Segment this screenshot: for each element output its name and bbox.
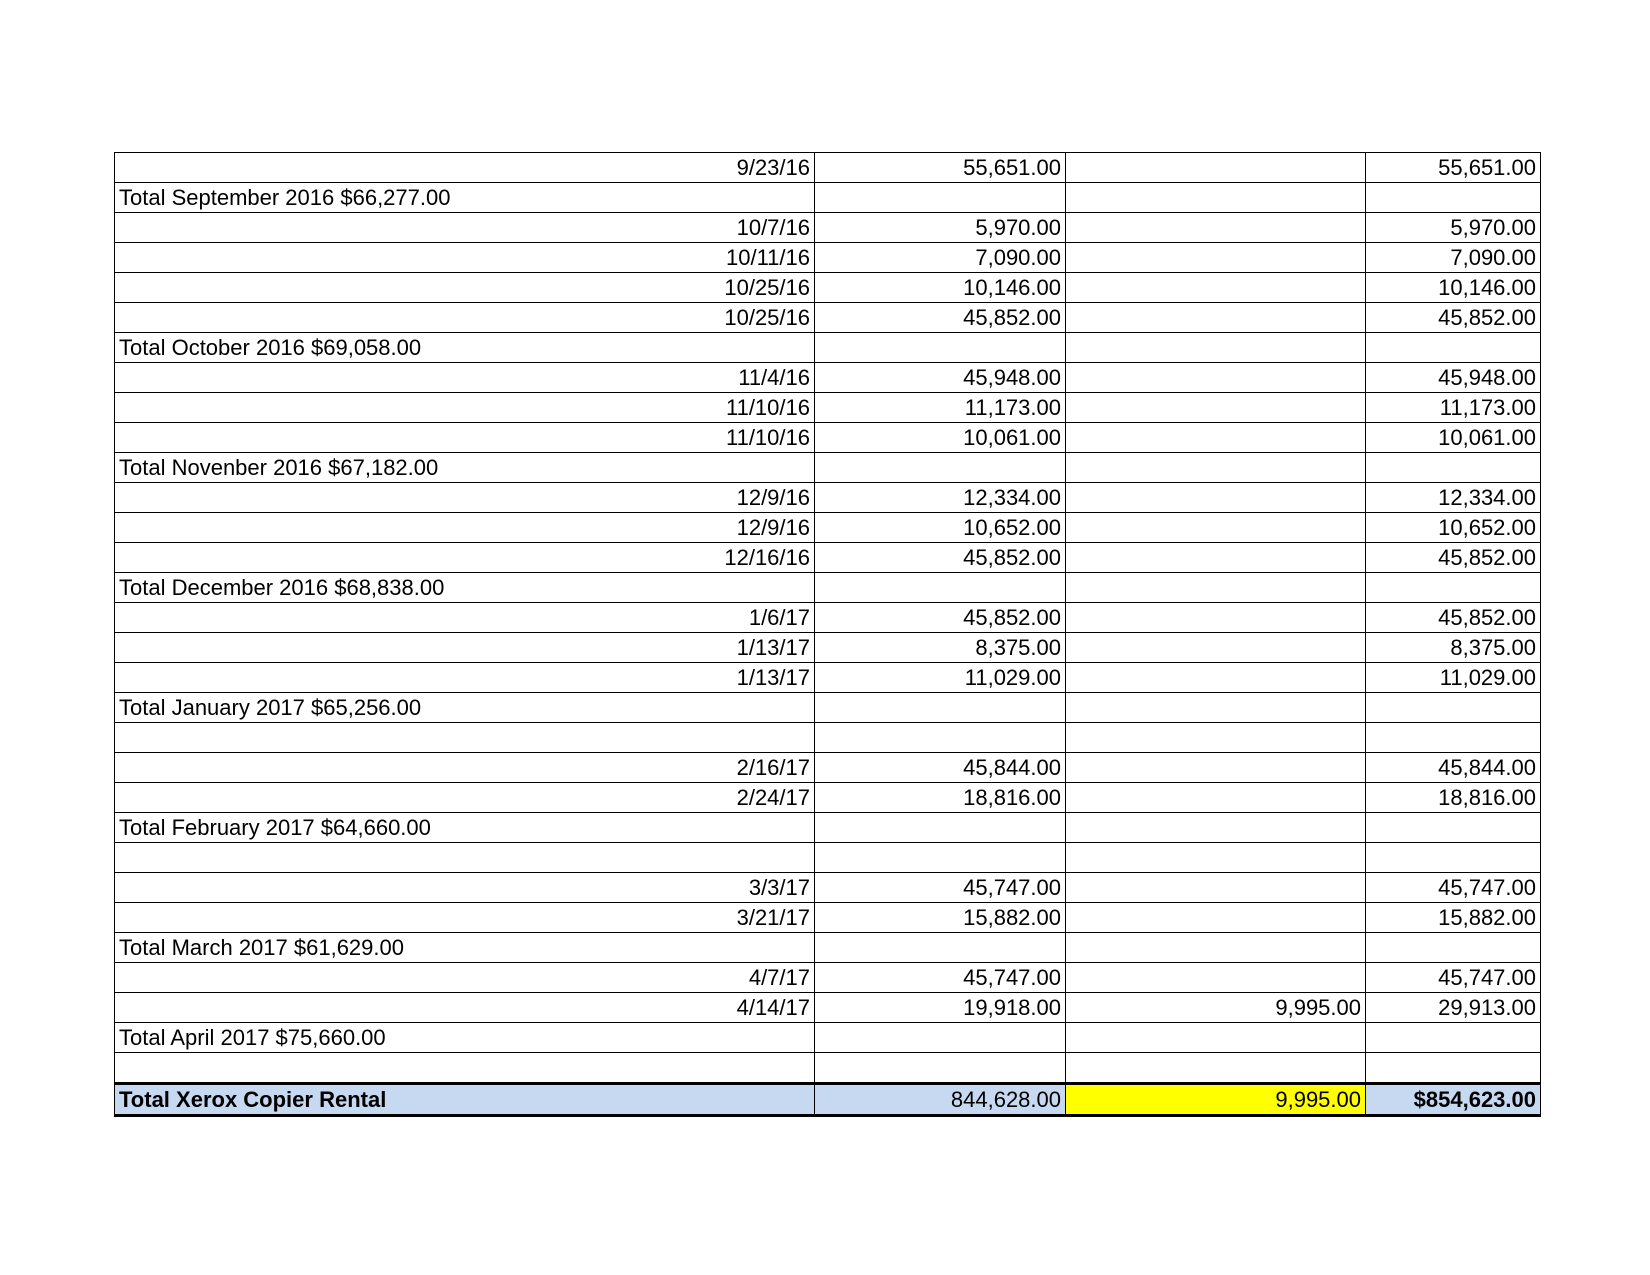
table-row [115, 633, 1541, 663]
amount-cell: 55,651.00 [815, 153, 1066, 183]
credit-cell [1066, 873, 1366, 903]
table-row [115, 273, 1541, 303]
table-row [115, 213, 1541, 243]
date-cell: 3/21/17 [115, 903, 815, 933]
grand-total-credit: 9,995.00 [1066, 1084, 1366, 1116]
empty-cell [115, 843, 815, 873]
date-cell: 12/16/16 [115, 543, 815, 573]
date-cell: 11/10/16 [115, 423, 815, 453]
monthly-total-row [115, 933, 1541, 963]
copier-rental-table [114, 152, 1541, 1117]
empty-cell [1066, 723, 1366, 753]
empty-cell [815, 933, 1066, 963]
empty-cell [1366, 1053, 1541, 1084]
credit-cell [1066, 903, 1366, 933]
table-row [115, 753, 1541, 783]
total-cell: 10,146.00 [1366, 273, 1541, 303]
date-cell: 10/11/16 [115, 243, 815, 273]
amount-cell: 45,844.00 [815, 753, 1066, 783]
empty-cell [1066, 693, 1366, 723]
table-row [115, 963, 1541, 993]
grand-total-amount: 844,628.00 [815, 1084, 1066, 1116]
empty-cell [815, 813, 1066, 843]
amount-cell: 45,852.00 [815, 303, 1066, 333]
total-cell: 45,852.00 [1366, 603, 1541, 633]
amount-cell: 12,334.00 [815, 483, 1066, 513]
empty-cell [1066, 933, 1366, 963]
total-cell: 11,173.00 [1366, 393, 1541, 423]
monthly-total-row [115, 813, 1541, 843]
date-cell: 12/9/16 [115, 483, 815, 513]
amount-cell: 7,090.00 [815, 243, 1066, 273]
empty-cell [1366, 453, 1541, 483]
credit-cell [1066, 483, 1366, 513]
date-cell: 4/14/17 [115, 993, 815, 1023]
amount-cell: 11,173.00 [815, 393, 1066, 423]
total-cell: 55,651.00 [1366, 153, 1541, 183]
empty-cell [1366, 843, 1541, 873]
empty-cell [815, 333, 1066, 363]
table-row [115, 513, 1541, 543]
amount-cell: 45,747.00 [815, 873, 1066, 903]
total-cell: 10,652.00 [1366, 513, 1541, 543]
monthly-total-label: Total January 2017 $65,256.00 [115, 693, 815, 723]
empty-cell [1066, 1053, 1366, 1084]
date-cell: 3/3/17 [115, 873, 815, 903]
table-row [115, 153, 1541, 183]
credit-cell [1066, 753, 1366, 783]
total-cell: 45,852.00 [1366, 303, 1541, 333]
amount-cell: 45,852.00 [815, 603, 1066, 633]
monthly-total-row [115, 693, 1541, 723]
empty-cell [815, 1053, 1066, 1084]
monthly-total-row [115, 1023, 1541, 1053]
empty-cell [1366, 723, 1541, 753]
total-cell: 45,844.00 [1366, 753, 1541, 783]
amount-cell: 10,146.00 [815, 273, 1066, 303]
date-cell: 12/9/16 [115, 513, 815, 543]
total-cell: 12,334.00 [1366, 483, 1541, 513]
credit-cell [1066, 423, 1366, 453]
table-row [115, 243, 1541, 273]
empty-cell [115, 1053, 815, 1084]
total-cell: 11,029.00 [1366, 663, 1541, 693]
empty-cell [815, 723, 1066, 753]
total-cell: 15,882.00 [1366, 903, 1541, 933]
table-row [115, 903, 1541, 933]
table-row [115, 543, 1541, 573]
monthly-total-label: Total September 2016 $66,277.00 [115, 183, 815, 213]
monthly-total-row [115, 453, 1541, 483]
grand-total-row [115, 1084, 1541, 1116]
grand-total-sum: $854,623.00 [1366, 1084, 1541, 1116]
date-cell: 9/23/16 [115, 153, 815, 183]
credit-cell [1066, 153, 1366, 183]
monthly-total-label: Total April 2017 $75,660.00 [115, 1023, 815, 1053]
table-row [115, 873, 1541, 903]
amount-cell: 45,747.00 [815, 963, 1066, 993]
amount-cell: 19,918.00 [815, 993, 1066, 1023]
empty-cell [1066, 183, 1366, 213]
date-cell: 10/7/16 [115, 213, 815, 243]
total-cell: 45,747.00 [1366, 873, 1541, 903]
amount-cell: 8,375.00 [815, 633, 1066, 663]
table-row [115, 303, 1541, 333]
empty-cell [815, 1023, 1066, 1053]
credit-cell [1066, 783, 1366, 813]
amount-cell: 45,852.00 [815, 543, 1066, 573]
credit-cell [1066, 513, 1366, 543]
empty-cell [1066, 573, 1366, 603]
empty-cell [815, 573, 1066, 603]
table-row [115, 423, 1541, 453]
total-cell: 7,090.00 [1366, 243, 1541, 273]
credit-cell [1066, 363, 1366, 393]
total-cell: 10,061.00 [1366, 423, 1541, 453]
date-cell: 4/7/17 [115, 963, 815, 993]
credit-cell [1066, 663, 1366, 693]
amount-cell: 18,816.00 [815, 783, 1066, 813]
empty-cell [815, 183, 1066, 213]
credit-cell [1066, 303, 1366, 333]
monthly-total-row [115, 333, 1541, 363]
empty-cell [1366, 933, 1541, 963]
empty-cell [1366, 183, 1541, 213]
table-row [115, 783, 1541, 813]
empty-cell [1366, 333, 1541, 363]
total-cell: 45,852.00 [1366, 543, 1541, 573]
date-cell: 2/24/17 [115, 783, 815, 813]
total-cell: 18,816.00 [1366, 783, 1541, 813]
blank-row [115, 1053, 1541, 1084]
monthly-total-label: Total March 2017 $61,629.00 [115, 933, 815, 963]
total-cell: 5,970.00 [1366, 213, 1541, 243]
blank-row [115, 843, 1541, 873]
table-row [115, 603, 1541, 633]
empty-cell [115, 723, 815, 753]
date-cell: 10/25/16 [115, 303, 815, 333]
empty-cell [1066, 843, 1366, 873]
credit-cell [1066, 243, 1366, 273]
credit-cell [1066, 543, 1366, 573]
date-cell: 2/16/17 [115, 753, 815, 783]
amount-cell: 45,948.00 [815, 363, 1066, 393]
date-cell: 10/25/16 [115, 273, 815, 303]
table-row [115, 363, 1541, 393]
monthly-total-label: Total December 2016 $68,838.00 [115, 573, 815, 603]
total-cell: 29,913.00 [1366, 993, 1541, 1023]
empty-cell [1366, 573, 1541, 603]
credit-cell [1066, 963, 1366, 993]
table-row [115, 663, 1541, 693]
empty-cell [815, 693, 1066, 723]
table-row [115, 393, 1541, 423]
grand-total-label: Total Xerox Copier Rental [115, 1084, 815, 1116]
amount-cell: 10,652.00 [815, 513, 1066, 543]
credit-cell [1066, 393, 1366, 423]
empty-cell [815, 453, 1066, 483]
empty-cell [1366, 813, 1541, 843]
amount-cell: 15,882.00 [815, 903, 1066, 933]
empty-cell [1366, 693, 1541, 723]
credit-cell [1066, 633, 1366, 663]
date-cell: 1/6/17 [115, 603, 815, 633]
monthly-total-label: Total October 2016 $69,058.00 [115, 333, 815, 363]
empty-cell [815, 843, 1066, 873]
table-body [115, 153, 1541, 1084]
date-cell: 11/4/16 [115, 363, 815, 393]
empty-cell [1066, 453, 1366, 483]
amount-cell: 10,061.00 [815, 423, 1066, 453]
empty-cell [1066, 333, 1366, 363]
amount-cell: 5,970.00 [815, 213, 1066, 243]
credit-cell [1066, 273, 1366, 303]
total-cell: 45,747.00 [1366, 963, 1541, 993]
credit-cell [1066, 213, 1366, 243]
empty-cell [1066, 813, 1366, 843]
amount-cell: 11,029.00 [815, 663, 1066, 693]
blank-row [115, 723, 1541, 753]
table-row [115, 993, 1541, 1023]
date-cell: 1/13/17 [115, 663, 815, 693]
date-cell: 11/10/16 [115, 393, 815, 423]
empty-cell [1366, 1023, 1541, 1053]
monthly-total-row [115, 573, 1541, 603]
monthly-total-label: Total February 2017 $64,660.00 [115, 813, 815, 843]
total-cell: 8,375.00 [1366, 633, 1541, 663]
credit-cell [1066, 603, 1366, 633]
table-row [115, 483, 1541, 513]
date-cell: 1/13/17 [115, 633, 815, 663]
credit-cell: 9,995.00 [1066, 993, 1366, 1023]
empty-cell [1066, 1023, 1366, 1053]
monthly-total-label: Total Novenber 2016 $67,182.00 [115, 453, 815, 483]
total-cell: 45,948.00 [1366, 363, 1541, 393]
monthly-total-row [115, 183, 1541, 213]
